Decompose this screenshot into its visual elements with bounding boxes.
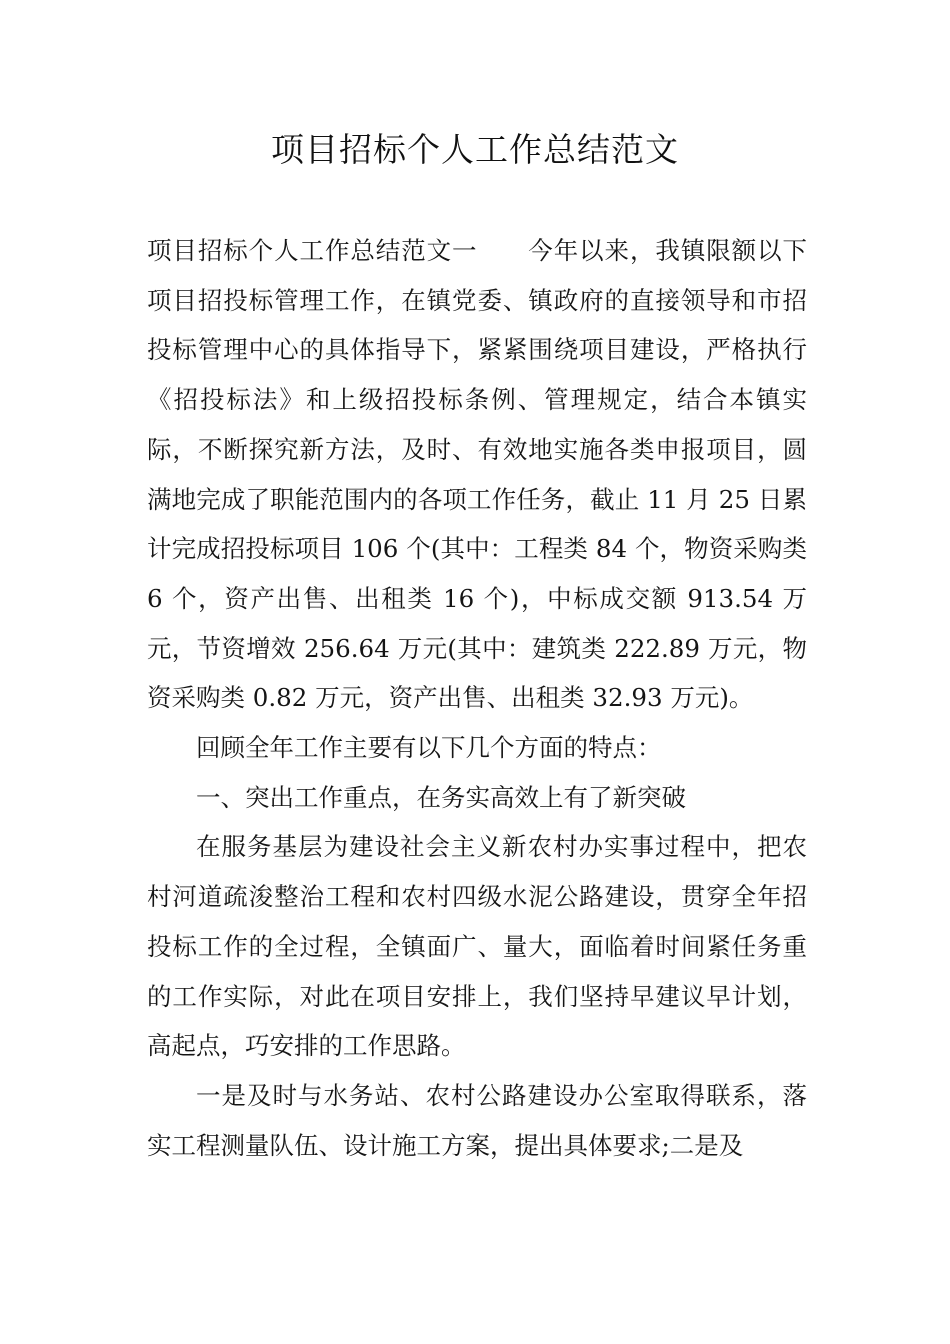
paragraph-review: 回顾全年工作主要有以下几个方面的特点：	[196, 733, 662, 763]
document-body	[147, 226, 807, 1170]
paragraph-service: 在服务基层为建设社会主义新农村办实事过程中，把农村河道疏浚整治工程和农村四级水泥公路建设，贯穿全年招投标工作的全过程，全镇面广、量大，面临着时间紧任务重的工作实际，对此在项目安排上，我们坚持早建议早计划，高起点，巧安排的工作思路。	[147, 832, 807, 1061]
section-heading-1: 一、突出工作重点，在务实高效上有了新突破	[196, 782, 686, 812]
paragraph-measures: 一是及时与水务站、农村公路建设办公室取得联系，落实工程测量队伍、设计施工方案，提出具体要求;二是及	[147, 1080, 807, 1160]
paragraph-intro: 项目招标个人工作总结范文一 今年以来，我镇限额以下项目招投标管理工作，在镇党委、镇政府的直接领导和市招投标管理中心的具体指导下，紧紧围绕项目建设，严格执行《招投标法》和上级招投标条例、管理规定，结合本镇实际，不断探究新方法，及时、有效地实施各类申报项目，圆满地完成了职能范围内的各项工作任务，截止 11 月 25 日累计完成招投标项目 106 个(其中：工程类 84 个，物资采购类 6 个，资产出售、出租类 16 个)，中标成交额 913.54 万元，节资增效 256.64 万元(其中：建筑类 222.89 万元，物资采购类 0.82 万元，资产出售、出租类 32.93 万元)。	[147, 236, 807, 713]
document-title: 项目招标个人工作总结范文	[271, 130, 679, 169]
